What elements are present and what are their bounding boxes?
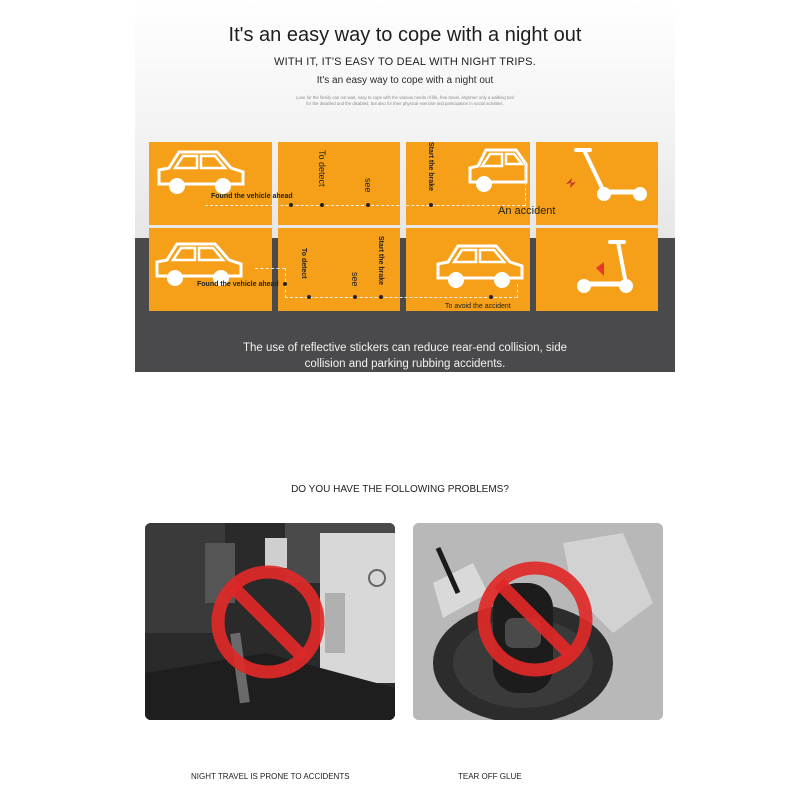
tile-bottom-1 [149,228,272,311]
banner-bottom-line-1: The use of reflective stickers can reduce rear-end collision, side [242,342,568,354]
car-icon [468,146,528,194]
guide-line [205,205,525,206]
tile-top-1 [149,142,272,225]
guide-line [255,268,285,269]
tile-top-2 [278,142,400,225]
top-result-label: An accident [498,205,556,217]
marker-dot [353,295,357,299]
banner-bottom-line-2: collision and parking rubbing accidents. [304,358,506,370]
scooter-icon [566,238,646,298]
top-brake-label: Start the brake [427,142,434,192]
guide-line [517,284,518,298]
guide-line [525,162,526,206]
marker-dot [366,203,370,207]
problems-heading: DO YOU HAVE THE FOLLOWING PROBLEMS? [291,484,509,495]
bottom-detect-label: To detect [300,248,307,279]
banner-fine-print: Love for the family can not wait, easy to cope with the various needs of life, free travel, anytime! only a walking tool for the disabled and the disabled, but also for their physical exercise and participation in social activities. [296,95,514,106]
banner-title: It's an easy way to cope with a night out [228,24,582,46]
marker-dot [429,203,433,207]
guide-line [285,297,517,298]
night-street-photo [145,523,395,720]
prohibition-icon [207,561,329,683]
banner-subtitle-caps: WITH IT, IT'S EASY TO DEAL WITH NIGHT TRIPS. [274,56,536,68]
marker-dot [320,203,324,207]
marker-dot [379,295,383,299]
top-detect-label: To detect [317,150,327,187]
bottom-see-label: see [350,272,360,287]
scooter-icon [564,144,654,204]
banner-subtitle-small: It's an easy way to cope with a night out [316,75,494,86]
car-icon [155,146,247,196]
caption-night-travel: NIGHT TRAVEL IS PRONE TO ACCIDENTS [191,772,350,781]
tile-bottom-4 [536,228,658,311]
bottom-found-label: Found the vehicle ahead [197,281,279,288]
prohibition-icon [473,557,597,681]
car-icon [434,240,526,292]
marker-dot [283,282,287,286]
tear-off-glue-photo [413,523,663,720]
marker-dot [289,203,293,207]
banner-bottom-text [135,340,675,372]
marker-dot [489,295,493,299]
bottom-brake-label: Start the brake [377,236,384,286]
infographic-banner [135,0,675,372]
top-see-label: see [363,178,373,193]
marker-dot [307,295,311,299]
tile-bottom-3 [406,228,530,311]
bottom-result-label: To avoid the accident [445,303,511,310]
caption-tear-off-glue: TEAR OFF GLUE [458,772,522,781]
top-found-label: Found the vehicle ahead [211,193,293,200]
